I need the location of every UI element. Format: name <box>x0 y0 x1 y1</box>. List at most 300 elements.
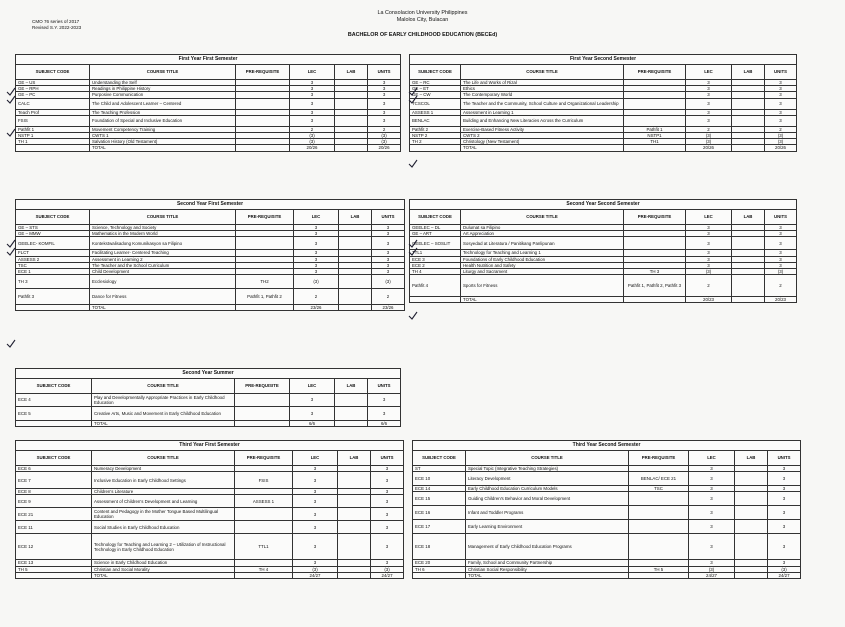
course-row <box>16 407 401 421</box>
course-title: Assessment in Learning 1 <box>461 109 624 115</box>
course-title: The Contemporary World <box>461 92 624 98</box>
subject-code: TH 6 <box>413 566 466 572</box>
lab-hours <box>735 472 768 486</box>
check-mark-icon <box>6 92 16 102</box>
column-header: LAB <box>339 210 372 225</box>
course-title: Building and Enhancing New Literacies Across the Curriculum <box>461 115 624 126</box>
course-row <box>413 472 801 486</box>
check-mark-icon <box>408 156 418 166</box>
course-title: Sports for Fitness <box>461 275 624 297</box>
subject-code: ECE 18 <box>413 534 466 560</box>
total-row <box>16 421 401 427</box>
course-title: Content and Pedagogy in the Mother Tongue Based Multilingual Education <box>92 508 235 521</box>
lab-hours <box>338 521 371 534</box>
school-city: Malolos City, Bulacan <box>396 17 449 23</box>
lab-hours <box>335 98 368 109</box>
total-blank <box>16 145 90 151</box>
pre-requisite <box>236 115 290 126</box>
lec-hours: 3 <box>294 262 339 268</box>
lec-hours: (3) <box>293 566 338 572</box>
units: 3 <box>768 472 801 486</box>
semester-title: Third Year First Semester <box>16 441 404 451</box>
total-lab <box>732 297 765 303</box>
units: 3 <box>372 250 405 256</box>
course-title: Numeracy Development <box>92 466 235 472</box>
course-title: The Teaching Profession <box>90 109 236 115</box>
total-label: TOTAL <box>92 421 235 427</box>
subject-code: TH 4 <box>410 269 461 275</box>
semester-title: Third Year Second Semester <box>413 441 801 451</box>
lec-hours: (3) <box>290 139 335 145</box>
units: 3 <box>368 80 401 86</box>
pre-requisite <box>629 534 689 560</box>
pre-requisite <box>624 237 686 250</box>
subject-code: GE – MMW <box>16 231 90 237</box>
curriculum-table-y2s2 <box>409 199 797 303</box>
column-header-row <box>410 210 797 225</box>
column-header: COURSE TITLE <box>461 65 624 80</box>
column-header: LEC <box>686 65 732 80</box>
pre-requisite <box>236 237 294 250</box>
lec-hours: 3 <box>290 98 335 109</box>
lab-hours <box>732 237 765 250</box>
course-title: Facilitating Learner- Centered Teaching <box>90 250 236 256</box>
total-blank <box>16 421 92 427</box>
course-title: CWTS 2 <box>461 133 624 139</box>
total-blank <box>629 572 689 578</box>
units: 3 <box>765 80 797 86</box>
program-title: BACHELOR OF EARLY CHILDHOOD EDUCATION (BECEd) <box>347 32 498 38</box>
column-header: SUBJECT CODE <box>16 379 92 394</box>
pre-requisite <box>629 506 689 520</box>
lec-hours: 3 <box>294 269 339 275</box>
check-mark-icon <box>408 92 418 102</box>
pre-requisite <box>629 520 689 534</box>
units: 3 <box>765 225 797 231</box>
pre-requisite: ASSESS 1 <box>235 495 293 508</box>
course-title: Children's Literature <box>92 489 235 495</box>
course-title: Creative Arts, Music and Movement in Early Childhood Education <box>92 407 235 421</box>
subject-code: GEELEC- KOMFIL <box>16 237 90 250</box>
lec-hours: 3 <box>689 534 735 560</box>
lec-hours: 3 <box>689 506 735 520</box>
total-blank <box>410 297 461 303</box>
column-header: LEC <box>294 210 339 225</box>
course-title: Special Topic (Integrative Teaching Strategies) <box>466 466 629 472</box>
course-title: Art Appreciation <box>461 231 624 237</box>
subject-code: NSTP 2 <box>410 133 461 139</box>
pre-requisite: TSC <box>629 486 689 492</box>
column-header: COURSE TITLE <box>461 210 624 225</box>
units: 3 <box>768 486 801 492</box>
units: 3 <box>768 506 801 520</box>
course-title: Understanding the Self <box>90 80 236 86</box>
subject-code: Pathfit 2 <box>410 126 461 132</box>
course-title: Purposive Communication <box>90 92 236 98</box>
subject-code: BENLAC <box>410 115 461 126</box>
subject-code: GE – STS <box>16 225 90 231</box>
units: 3 <box>372 262 405 268</box>
units: 3 <box>368 98 401 109</box>
course-title: Sosyedad at Literatura / Panitikang Panlipunan <box>461 237 624 250</box>
course-title: Movement Competency Training <box>90 126 236 132</box>
lec-hours: 3 <box>686 109 732 115</box>
column-header-row <box>16 379 401 394</box>
course-title: Social Studies in Early Childhood Education <box>92 521 235 534</box>
lec-hours: 3 <box>686 256 732 262</box>
subject-code: ST <box>413 466 466 472</box>
column-header: LAB <box>732 65 765 80</box>
total-row <box>410 145 797 151</box>
column-header-row <box>410 65 797 80</box>
pre-requisite: BENLAC/ ECE 21 <box>629 472 689 486</box>
units: 3 <box>765 92 797 98</box>
lec-hours: 3 <box>293 560 338 566</box>
pre-requisite: Pathfit 1 <box>624 126 686 132</box>
course-title: Literacy Development <box>466 472 629 486</box>
units: 3 <box>371 495 404 508</box>
column-header: PRE-REQUISITE <box>629 451 689 466</box>
lec-hours: 3 <box>686 115 732 126</box>
lab-hours <box>335 394 368 407</box>
lab-hours <box>732 98 765 109</box>
total-lec: 20/26 <box>290 145 335 151</box>
column-header: PRE-REQUISITE <box>624 210 686 225</box>
lec-hours: 3 <box>293 472 338 489</box>
total-blank <box>16 305 90 311</box>
subject-code: ECE 14 <box>413 486 466 492</box>
lec-hours: 3 <box>293 495 338 508</box>
total-blank <box>16 572 92 578</box>
units: 3 <box>765 86 797 92</box>
units: (3) <box>368 139 401 145</box>
subject-code: ECE 15 <box>413 492 466 506</box>
course-title: The Child and Adolescent Learner – Centered <box>90 98 236 109</box>
course-title: Inclusive Education in Early Childhood Settings <box>92 472 235 489</box>
column-header: LEC <box>290 379 335 394</box>
lec-hours: (3) <box>686 133 732 139</box>
units: 3 <box>372 231 405 237</box>
units: 3 <box>372 225 405 231</box>
lec-hours: 3 <box>686 225 732 231</box>
total-label: TOTAL <box>92 572 235 578</box>
course-title: Play and Developmentally Appropriate Practices in Early Childhood Education <box>92 394 235 407</box>
subject-code: TH 1 <box>16 139 90 145</box>
lec-hours: (3) <box>686 269 732 275</box>
total-lab <box>338 572 371 578</box>
course-title: Liturgy and Sacrament <box>461 269 624 275</box>
course-title: Christology (New Testament) <box>461 139 624 145</box>
lec-hours: 3 <box>689 492 735 506</box>
total-row <box>16 572 404 578</box>
pre-requisite <box>235 508 293 521</box>
units: (3) <box>368 133 401 139</box>
units: 3 <box>371 466 404 472</box>
check-mark-icon <box>408 308 418 318</box>
lec-hours: 3 <box>689 560 735 566</box>
curriculum-table-y2s1 <box>15 199 405 311</box>
units: 3 <box>371 560 404 566</box>
subject-code: Pathfit 4 <box>410 275 461 297</box>
subject-code: GEELEC – DL <box>410 225 461 231</box>
units: 3 <box>765 98 797 109</box>
units: 3 <box>368 86 401 92</box>
lec-hours: 3 <box>294 231 339 237</box>
semester-title: Second Year Second Semester <box>410 200 797 210</box>
lec-hours: (3) <box>686 139 732 145</box>
total-blank <box>236 145 290 151</box>
pre-requisite: TH2 <box>236 275 294 289</box>
course-row <box>16 98 401 109</box>
course-title: Dance for Fitness <box>90 289 236 305</box>
course-title: Science in Early Childhood Education <box>92 560 235 566</box>
total-units: 23/26 <box>372 305 405 311</box>
units: 2 <box>765 126 797 132</box>
units: 3 <box>765 250 797 256</box>
pre-requisite: FSIS <box>235 472 293 489</box>
course-row <box>16 394 401 407</box>
course-row <box>413 492 801 506</box>
subject-code: ECE 16 <box>413 506 466 520</box>
units: 2 <box>765 275 797 297</box>
course-title: Science, Technology and Society <box>90 225 236 231</box>
course-row <box>410 98 797 109</box>
units: (3) <box>765 133 797 139</box>
subject-code: TH 5 <box>16 566 92 572</box>
lab-hours <box>735 520 768 534</box>
column-header: SUBJECT CODE <box>410 65 461 80</box>
lab-hours <box>338 508 371 521</box>
column-header: UNITS <box>372 210 405 225</box>
total-blank <box>235 572 293 578</box>
course-title: Family, School and Community Partnership <box>466 560 629 566</box>
column-header: PRE-REQUISITE <box>236 210 294 225</box>
lec-hours: (3) <box>689 566 735 572</box>
pre-requisite: NSTP1 <box>624 133 686 139</box>
column-header: COURSE TITLE <box>90 65 236 80</box>
subject-code: GE – ART <box>410 231 461 237</box>
subject-code: ASSESS 2 <box>16 256 90 262</box>
subject-code: ECE 7 <box>16 472 92 489</box>
column-header: COURSE TITLE <box>466 451 629 466</box>
lec-hours: 3 <box>290 394 335 407</box>
lec-hours: 3 <box>293 534 338 560</box>
course-row <box>16 495 404 508</box>
column-header-row <box>16 210 405 225</box>
pre-requisite <box>624 98 686 109</box>
check-mark-icon <box>6 336 16 346</box>
subject-code: ECE 5 <box>16 407 92 421</box>
pre-requisite <box>236 98 290 109</box>
course-title: Assessment of Children's Development and Learning <box>92 495 235 508</box>
subject-code: FLCT <box>16 250 90 256</box>
total-blank <box>236 305 294 311</box>
column-header: LEC <box>689 451 735 466</box>
course-row <box>16 237 405 250</box>
pre-requisite <box>235 394 290 407</box>
column-header: LAB <box>335 65 368 80</box>
subject-code: ECE 4 <box>16 394 92 407</box>
column-header: LAB <box>338 451 371 466</box>
units: 3 <box>371 489 404 495</box>
school-name: La Consolacion University Philippines <box>377 10 468 16</box>
column-header: PRE-REQUISITE <box>235 379 290 394</box>
semester-title: Second Year Summer <box>16 369 401 379</box>
total-units: 20/26 <box>368 145 401 151</box>
total-units: 20/23 <box>765 297 797 303</box>
course-title: CWTS 1 <box>90 133 236 139</box>
lec-hours: (3) <box>294 275 339 289</box>
pre-requisite: TH 5 <box>629 566 689 572</box>
course-row <box>16 275 405 289</box>
lab-hours <box>735 534 768 560</box>
column-header: UNITS <box>371 451 404 466</box>
total-row <box>16 305 405 311</box>
check-mark-icon <box>408 244 418 254</box>
pre-requisite <box>235 407 290 421</box>
subject-code: ECE 13 <box>16 560 92 566</box>
column-header: LAB <box>735 451 768 466</box>
units: 2 <box>368 126 401 132</box>
subject-code: GEELEC – SOSLIT <box>410 237 461 250</box>
units: 3 <box>765 256 797 262</box>
column-header: UNITS <box>765 65 797 80</box>
units: 3 <box>768 534 801 560</box>
course-row <box>413 506 801 520</box>
column-header-row <box>16 65 401 80</box>
units: 3 <box>368 92 401 98</box>
course-title: Health Nutrition and Safety <box>461 262 624 268</box>
column-header-row <box>16 451 404 466</box>
lab-hours <box>735 506 768 520</box>
column-header: SUBJECT CODE <box>16 210 90 225</box>
lec-hours: 2 <box>686 126 732 132</box>
curriculum-table-y2sum <box>15 368 401 427</box>
units: 3 <box>765 237 797 250</box>
pre-requisite: TTL1 <box>235 534 293 560</box>
memo-reference: CMO 76 series of 2017 <box>32 19 80 24</box>
subject-code: GE – PC <box>16 92 90 98</box>
lab-hours <box>339 289 372 305</box>
units: 3 <box>765 115 797 126</box>
units: (3) <box>768 566 801 572</box>
units: 3 <box>368 407 401 421</box>
course-title: Foundations of Early Childhood Education <box>461 256 624 262</box>
total-blank <box>624 297 686 303</box>
units: 3 <box>368 115 401 126</box>
units: (3) <box>765 269 797 275</box>
course-title: Christian Social Responsibility <box>466 566 629 572</box>
lec-hours: 3 <box>293 508 338 521</box>
lec-hours: 3 <box>290 115 335 126</box>
units: 3 <box>768 492 801 506</box>
lab-hours <box>339 237 372 250</box>
units: 3 <box>768 466 801 472</box>
total-blank <box>624 145 686 151</box>
units: 3 <box>765 262 797 268</box>
course-title: Ecclesiology <box>90 275 236 289</box>
course-title: Assessment in Learning 2 <box>90 256 236 262</box>
subject-code: ECE 20 <box>413 560 466 566</box>
course-row <box>410 275 797 297</box>
total-units: 20/26 <box>765 145 797 151</box>
subject-code: Pathfit 3 <box>16 289 90 305</box>
units: 3 <box>368 109 401 115</box>
lec-hours: 3 <box>290 80 335 86</box>
units: (3) <box>372 275 405 289</box>
units: 3 <box>768 520 801 534</box>
total-lab <box>735 572 768 578</box>
subject-code: TTL1 <box>410 250 461 256</box>
lec-hours: 3 <box>294 256 339 262</box>
units: 3 <box>371 521 404 534</box>
lec-hours: 3 <box>290 92 335 98</box>
column-header: SUBJECT CODE <box>16 451 92 466</box>
subject-code: ECE 1 <box>16 269 90 275</box>
total-label: TOTAL <box>90 305 236 311</box>
pre-requisite: Pathfit 1, Pathfit 2 <box>236 289 294 305</box>
subject-code: FSIS <box>16 115 90 126</box>
subject-code: CALC <box>16 98 90 109</box>
column-header: COURSE TITLE <box>92 451 235 466</box>
course-row <box>16 289 405 305</box>
lab-hours <box>339 275 372 289</box>
subject-code: GE – ET <box>410 86 461 92</box>
lab-hours <box>335 407 368 421</box>
column-header: SUBJECT CODE <box>16 65 90 80</box>
course-row <box>16 472 404 489</box>
units: 3 <box>372 269 405 275</box>
course-title: Early Learning Environment <box>466 520 629 534</box>
lec-hours: 3 <box>686 262 732 268</box>
lec-hours: 2 <box>686 275 732 297</box>
units: 2 <box>372 289 405 305</box>
subject-code: TCSCOL <box>410 98 461 109</box>
curriculum-table-y1s2 <box>409 54 797 152</box>
course-title: The Life and Works of Rizal <box>461 80 624 86</box>
units: 3 <box>372 237 405 250</box>
course-title: Readings in Philippine History <box>90 86 236 92</box>
subject-code: Teach Prof <box>16 109 90 115</box>
curriculum-table-y3s2 <box>412 440 801 579</box>
column-header: UNITS <box>765 210 797 225</box>
course-title: The Teacher and the School Curriculum <box>90 262 236 268</box>
curriculum-table-y3s1 <box>15 440 404 579</box>
lab-hours <box>732 275 765 297</box>
course-title: Technology for Teaching and Learning 2 – Utilization of Instructional Technology in Early Childhood Education <box>92 534 235 560</box>
total-row <box>16 145 401 151</box>
total-lec: 23/26 <box>294 305 339 311</box>
total-lec: 20/23 <box>686 297 732 303</box>
course-row <box>410 237 797 250</box>
column-header: UNITS <box>768 451 801 466</box>
lec-hours: 3 <box>686 98 732 109</box>
check-mark-icon <box>6 125 16 135</box>
subject-code: TH 3 <box>16 275 90 289</box>
lec-hours: 2 <box>294 289 339 305</box>
pre-requisite: Pathfit 1, Pathfit 2, Pathfit 3 <box>624 275 686 297</box>
course-row <box>16 115 401 126</box>
subject-code: ECE 9 <box>16 495 92 508</box>
lab-hours <box>338 472 371 489</box>
column-header-row <box>413 451 801 466</box>
course-title: The Teacher and the Community, School Culture and Organizational Leadership <box>461 98 624 109</box>
column-header: LAB <box>335 379 368 394</box>
lab-hours <box>338 495 371 508</box>
subject-code: ECE 17 <box>413 520 466 534</box>
subject-code: ECE 8 <box>16 489 92 495</box>
column-header: SUBJECT CODE <box>410 210 461 225</box>
